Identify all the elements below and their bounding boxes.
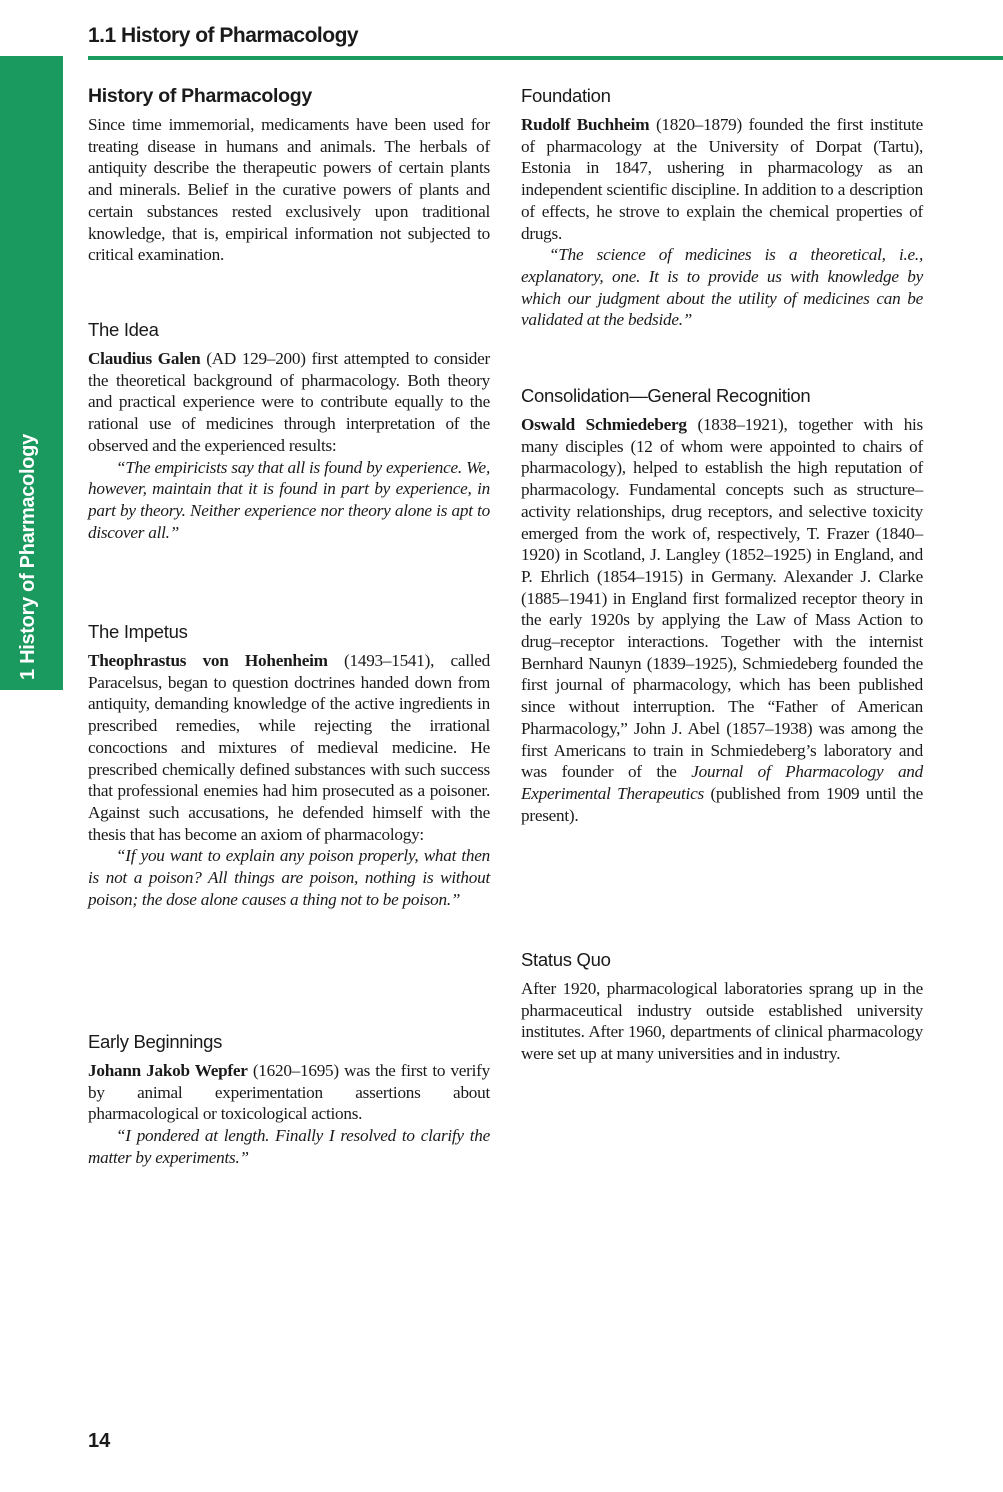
section-title: Early Beginnings — [88, 1031, 223, 1052]
paragraph-text: (1493–1541), called Paracelsus, began to question doctrines handed down from antiquity, demanding knowledge of the active ingredients in prescribed remedies, while rejecting the irrational concoctions and mixtures of medieval medicine. He prescribed chemically defined substances with such success that professional enemies had him prosecuted as a poisoner. Against such accusations, he defended himself with the thesis that has become an axiom of pharmacology: — [88, 651, 491, 844]
section-title: Status Quo — [521, 949, 611, 970]
section-title: History of Pharmacology — [88, 85, 312, 107]
section-history — [88, 84, 490, 266]
paragraph-text: (1838–1921), together with his many disciples (12 of whom were appointed to chairs of pharmacology), helped to establish the high reputation of pharmacology. Fundamental concepts such as structure–activity relationships, drug receptors, and selective toxicity emerged from the work of, respectively, T. Frazer (1840–1920) in Scotland, J. Langley (1852–1925) in England, and P. Ehrlich (1854–1915) in Germany. Alexander J. Clarke (1885–1941) in England first formalized receptor theory in the early 1920s by applying the Law of Mass Action to drug–receptor interactions. Together with the internist Bernhard Naunyn (1839–1925), Schmiedeberg founded the first journal of pharmacology, which has been published since without interruption. The “Father of American Pharmacology,” John J. Abel (1857–1938) was among the first Americans to train in Schmiedeberg’s laboratory and was founder of the — [521, 415, 923, 782]
person-name: Oswald Schmiedeberg — [521, 415, 687, 434]
person-name: Claudius Galen — [88, 349, 201, 368]
quote: “The empiricists say that all is found by experience. We, however, maintain that it is found in part by experience, in part by theory. Neither experience nor theory alone is apt to discover all.” — [88, 457, 490, 542]
paragraph: After 1920, pharmacological laboratories sprang up in the pharmaceutical industry outside established university institutes. After 1960, departments of clinical pharmacology were set up at many universities and in industry. — [521, 979, 923, 1064]
section-title: Consolidation—General Recognition — [521, 385, 811, 406]
section-title: The Impetus — [88, 621, 188, 642]
section-title: Foundation — [521, 85, 611, 106]
quote: “If you want to explain any poison properly, what then is not a poison? All things are poison, nothing is without poison; the dose alone causes a thing not to be poison.” — [88, 846, 490, 909]
section-impetus — [88, 620, 490, 910]
paragraph-text: (1620–1695) was the first to verify by animal experimentation assertions about pharmacological or toxicological actions. — [88, 1061, 490, 1124]
paragraph-text: (published from 1909 until the present). — [521, 783, 923, 825]
person-name: Rudolf Buchheim — [521, 115, 650, 134]
journal-title: Journal of Pharmacology and Experimental Therapeutics — [521, 762, 923, 803]
page-number: 14 — [88, 1430, 111, 1452]
paragraph: Since time immemorial, medicaments have been used for treating disease in humans and animals. The herbals of antiquity describe the therapeutic powers of certain plants and minerals. Belief in the curative powers of plants and certain substances rested exclusively upon traditional knowledge, that is, empirical information not subjected to critical examination. — [88, 115, 490, 265]
paragraph-text: (1820–1879) founded the first institute of pharmacology at the University of Dorpat (Tartu), Estonia in 1847, ushering in pharmacology as an independent scientific discipline. In addition to a description of effects, he strove to explain the chemical properties of drugs. — [521, 115, 923, 243]
paragraph — [88, 1060, 490, 1125]
person-name: Johann Jakob Wepfer — [88, 1061, 248, 1080]
section-foundation — [521, 84, 923, 331]
quote: “The science of medicines is a theoretical, i.e., explanatory, one. It is to provide us with knowledge by which our judgment about the utility of medicines can be validated at the bedside.” — [521, 245, 923, 330]
section-title: The Idea — [88, 319, 159, 340]
paragraph — [521, 414, 923, 826]
chapter-tab-label: 1 History of Pharmacology — [17, 434, 39, 680]
section-status-quo — [521, 948, 923, 1065]
quote: “I pondered at length. Finally I resolved to clarify the matter by experiments.” — [88, 1126, 490, 1167]
paragraph — [88, 348, 490, 457]
running-header: 1.1 History of Pharmacology — [88, 24, 359, 47]
paragraph — [88, 650, 490, 845]
section-idea — [88, 318, 490, 543]
paragraph-text: (AD 129–200) first attempted to consider the theoretical background of pharmacology. Both theory and practical experience were to contribute equally to the rational use of medicines through interpretation of the observed and the experienced results: — [88, 349, 490, 455]
section-early-beginnings — [88, 1030, 490, 1169]
person-name: Theophrastus von Hohenheim — [88, 651, 328, 670]
paragraph — [521, 114, 923, 244]
header-rule — [88, 56, 1003, 60]
section-consolidation — [521, 384, 923, 826]
